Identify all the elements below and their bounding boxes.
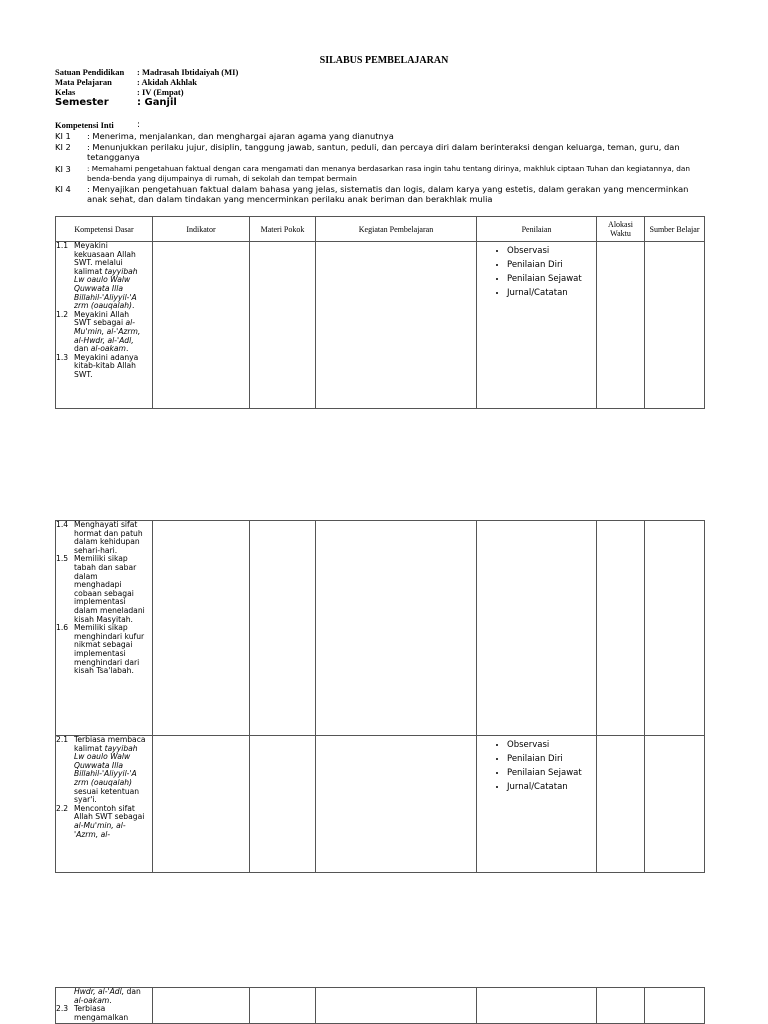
indikator-cell [153, 988, 250, 1024]
ki-text: : Menunjukkan perilaku jujur, disiplin, tanggung jawab, santun, peduli, dan percaya diri dalam berinteraksi dengan keluarga, teman, guru, dan tetangganya [87, 142, 680, 162]
sumber-cell [645, 521, 705, 736]
ki-code: KI 3 [55, 164, 71, 174]
col-header-alokasi-waktu: Alokasi Waktu [597, 217, 645, 242]
assessment-item: • Jurnal/Catatan [507, 780, 596, 794]
kd-text: Menghayati sifat hormat dan patuh dalam kehidupan sehari-hari. [74, 520, 143, 555]
kd-item [56, 242, 152, 311]
kd-item [56, 1005, 152, 1022]
indikator-cell [153, 736, 250, 873]
col-header-penilaian: Penilaian [477, 217, 597, 242]
kd-text: Terbiasa membaca kalimat tayyibah Lw oaulo Walw Quwwata Illa Billahil-'Aliyyil-'A zrm (oauqalah) sesuai ketentuan syar'i. [74, 735, 146, 805]
kd-item [56, 311, 152, 354]
ki-text: : Menyajikan pengetahuan faktual dalam bahasa yang jelas, sistematis dan logis, dalam karya yang estetis, dalam gerakan yang mencerminkan anak sehat, dan dalam tindakan yang mencerminkan perilaku anak beriman dan berakhlak mulia [87, 184, 689, 204]
kd-number [56, 988, 74, 1005]
kegiatan-cell [316, 736, 477, 873]
table-row [56, 242, 705, 409]
table-row [56, 521, 705, 736]
kd-number: 1.1 [56, 241, 69, 250]
kegiatan-cell [316, 988, 477, 1024]
kd-item [56, 988, 152, 1005]
assessment-item: • Observasi [507, 244, 596, 258]
kd-text: Meyakini Allah SWT sebagai al-Mu'min, al-'Azrm, al-Hwdr, al-'Adl, dan al-oakam. [74, 309, 141, 354]
assessment-list [477, 738, 596, 794]
sumber-cell [645, 988, 705, 1024]
kd-text: Hwdr, al-'Adl, dan al-oakam. [74, 987, 141, 1005]
table-row [56, 988, 705, 1024]
kegiatan-cell [316, 521, 477, 736]
table-header-row [56, 217, 705, 242]
kd-text: Terbiasa mengamalkan [74, 1004, 129, 1022]
ki-heading: Kompetensi Inti [55, 120, 114, 130]
kd-number: 1.4 [56, 520, 69, 529]
identity-label: Mata Pelajaran [55, 77, 112, 87]
syllabus-table [55, 987, 705, 1024]
col-header-kompetensi-dasar: Kompetensi Dasar [56, 217, 153, 242]
kd-number: 2.3 [56, 1004, 69, 1014]
kd-text: Meyakini kekuasaan Allah SWT. melalui kalimat tayyibah Lw oaulo Walw Quwwata Illa Billahil-'Aliyyil-'A zrm (oauqalah). [74, 241, 138, 311]
materi-cell [250, 242, 316, 409]
kd-number: 1.3 [56, 352, 69, 362]
table-row [56, 736, 705, 873]
assessment-item: • Observasi [507, 738, 596, 752]
penilaian-cell [477, 736, 597, 873]
ki-text: : Menerima, menjalankan, dan menghargai ajaran agama yang dianutnya [87, 131, 394, 141]
kd-cell [56, 521, 153, 736]
assessment-item: • Jurnal/Catatan [507, 286, 596, 300]
kd-item [56, 354, 152, 380]
kd-number: 2.1 [56, 735, 69, 744]
ki-heading-colon: : [137, 120, 140, 130]
col-header-materi-pokok: Materi Pokok [250, 217, 316, 242]
kd-item [56, 555, 152, 624]
syllabus-table [55, 216, 705, 409]
col-header-kegiatan: Kegiatan Pembelajaran [316, 217, 477, 242]
kd-number: 1.5 [56, 554, 69, 564]
kd-text: Meyakini adanya kitab-kitab Allah SWT. [74, 352, 139, 379]
materi-cell [250, 736, 316, 873]
kd-item [56, 805, 152, 839]
kd-cell [56, 736, 153, 873]
alokasi-cell [597, 988, 645, 1024]
ki-code: KI 2 [55, 142, 71, 152]
assessment-item: • Penilaian Diri [507, 258, 596, 272]
sumber-cell [645, 736, 705, 873]
kd-text: Mencontoh sifat Allah SWT sebagai al-Mu'min, al-'Azrm, al- [74, 803, 145, 839]
identity-value: : IV (Empat) [137, 87, 184, 97]
identity-label: Semester [55, 97, 109, 108]
materi-cell [250, 521, 316, 736]
col-header-sumber-belajar: Sumber Belajar [645, 217, 705, 242]
col-header-indikator: Indikator [153, 217, 250, 242]
assessment-list [477, 244, 596, 300]
kd-cell [56, 242, 153, 409]
identity-value: : Akidah Akhlak [137, 77, 198, 87]
kd-text: Memiliki sikap menghindari kufur nikmat sebagai implementasi menghindari dari kisah Tsa'labah. [74, 623, 145, 676]
assessment-item: • Penilaian Sejawat [507, 272, 596, 286]
indikator-cell [153, 521, 250, 736]
materi-cell [250, 988, 316, 1024]
kd-text: Memiliki sikap tabah dan sabar dalam menghadapi cobaan sebagai implementasi dalam meneladani kisah Masyitah. [74, 554, 145, 624]
assessment-item: • Penilaian Diri [507, 752, 596, 766]
assessment-item: • Penilaian Sejawat [507, 766, 596, 780]
ki-code: KI 1 [55, 131, 71, 141]
penilaian-cell [477, 521, 597, 736]
ki-text: : Memahami pengetahuan faktual dengan cara mengamati dan menanya berdasarkan rasa ingin tahu tentang dirinya, makhluk ciptaan Tuhan dan kegiatannya, dan benda-benda yang dijumpainya di rumah, di sekolah dan tempat bermain [87, 164, 690, 183]
kd-number: 1.6 [56, 623, 69, 633]
indikator-cell [153, 242, 250, 409]
kd-cell [56, 988, 153, 1024]
kd-number: 2.2 [56, 803, 69, 813]
identity-label: Kelas [55, 87, 76, 97]
kd-item [56, 624, 152, 676]
identity-value: : Madrasah Ibtidaiyah (MI) [137, 67, 239, 77]
alokasi-cell [597, 521, 645, 736]
document-title: SILABUS PEMBELAJARAN [319, 55, 449, 66]
syllabus-table [55, 520, 705, 873]
ki-code: KI 4 [55, 184, 71, 194]
penilaian-cell [477, 988, 597, 1024]
identity-label: Satuan Pendidikan [55, 67, 125, 77]
sumber-cell [645, 242, 705, 409]
alokasi-cell [597, 736, 645, 873]
kd-item [56, 521, 152, 555]
kd-number: 1.2 [56, 309, 69, 319]
penilaian-cell [477, 242, 597, 409]
alokasi-cell [597, 242, 645, 409]
kegiatan-cell [316, 242, 477, 409]
kd-item [56, 736, 152, 805]
identity-value: : Ganjil [137, 97, 177, 108]
